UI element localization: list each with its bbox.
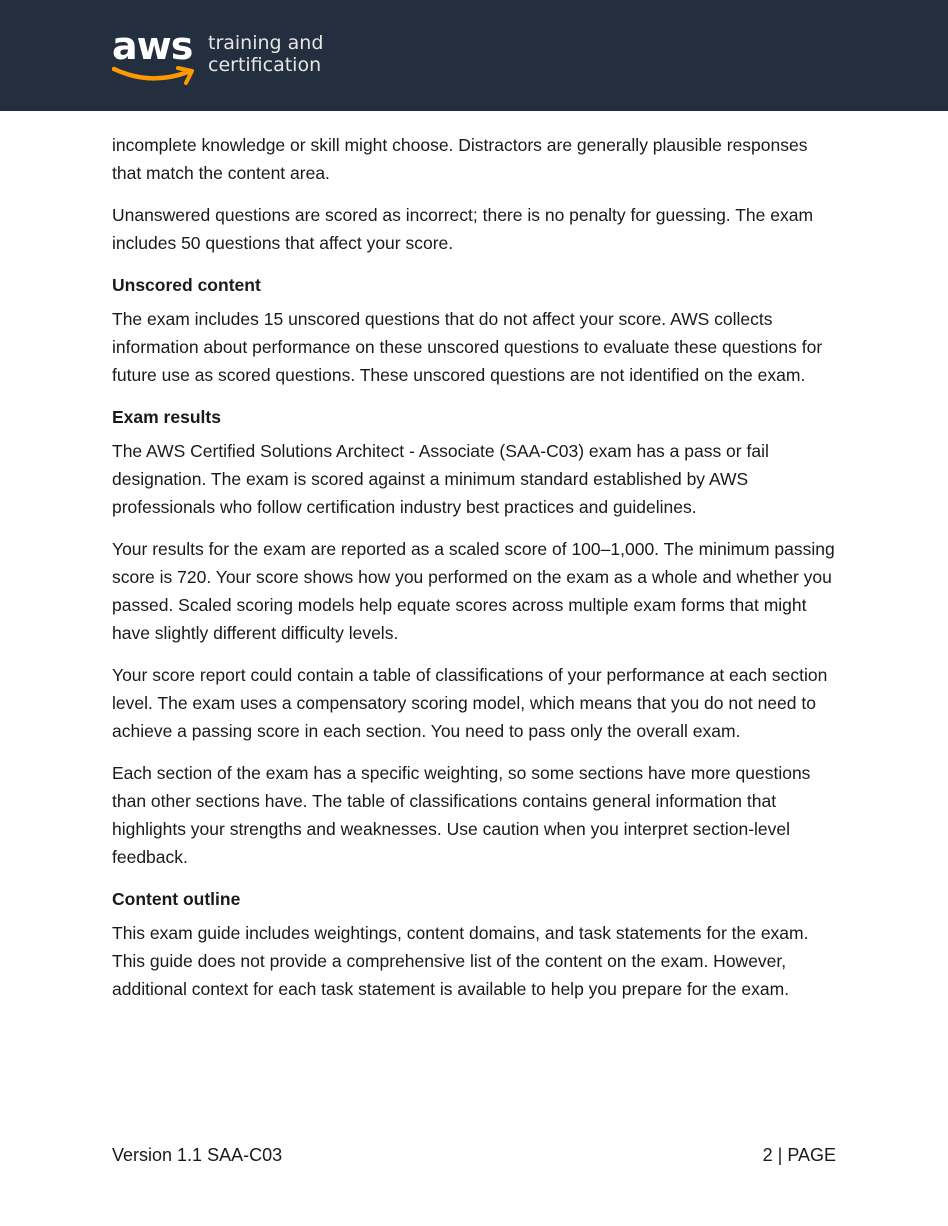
tagline-line-1: training and [208, 32, 324, 54]
tagline-line-2: certification [208, 54, 322, 76]
aws-logo [112, 24, 352, 90]
heading-exam-results: Exam results [112, 407, 221, 427]
heading-unscored-content: Unscored content [112, 275, 261, 295]
paragraph-score-report: Your score report could contain a table of classifications of your performance at each section level. The exam uses a compensatory scoring model, which means that you do not need to achieve a passing score in each section. You need to pass only the overall exam. [112, 665, 828, 741]
page-header [0, 0, 948, 111]
paragraph-pass-fail: The AWS Certified Solutions Architect - Associate (SAA-C03) exam has a pass or fail designation. The exam is scored against a minimum standard established by AWS professionals who follow certification industry best practices and guidelines. [112, 441, 769, 517]
paragraph-weighting: Each section of the exam has a specific weighting, so some sections have more questions than other sections have. The table of classifications contains general information that highlights your strengths and weaknesses. Use caution when you interpret section-level feedback. [112, 763, 811, 867]
paragraph-distractors: incomplete knowledge or skill might choose. Distractors are generally plausible responses that match the content area. [112, 135, 808, 183]
paragraph-unanswered: Unanswered questions are scored as incorrect; there is no penalty for guessing. The exam includes 50 questions that affect your score. [112, 205, 814, 253]
aws-smile-icon [112, 64, 202, 86]
footer-version: Version 1.1 SAA-C03 [112, 1145, 283, 1165]
heading-content-outline: Content outline [112, 889, 241, 909]
aws-logo-text: aws [112, 24, 193, 68]
paragraph-unscored: The exam includes 15 unscored questions that do not affect your score. AWS collects information about performance on these unscored questions to evaluate these questions for future use as scored questions. These unscored questions are not identified on the exam. [112, 309, 823, 385]
paragraph-scaled-score: Your results for the exam are reported as a scaled score of 100–1,000. The minimum passing score is 720. Your score shows how you performed on the exam as a whole and whether you passed. Scaled scoring models help equate scores across multiple exam forms that might have slightly different difficulty levels. [112, 539, 835, 643]
page-footer [112, 1142, 836, 1168]
logo-tagline [208, 32, 323, 76]
document-body [112, 131, 840, 1017]
paragraph-outline: This exam guide includes weightings, content domains, and task statements for the exam. This guide does not provide a comprehensive list of the content on the exam. However, additional context for each task statement is available to help you prepare for the exam. [112, 923, 809, 999]
footer-page-number: 2 | PAGE [762, 1145, 836, 1165]
